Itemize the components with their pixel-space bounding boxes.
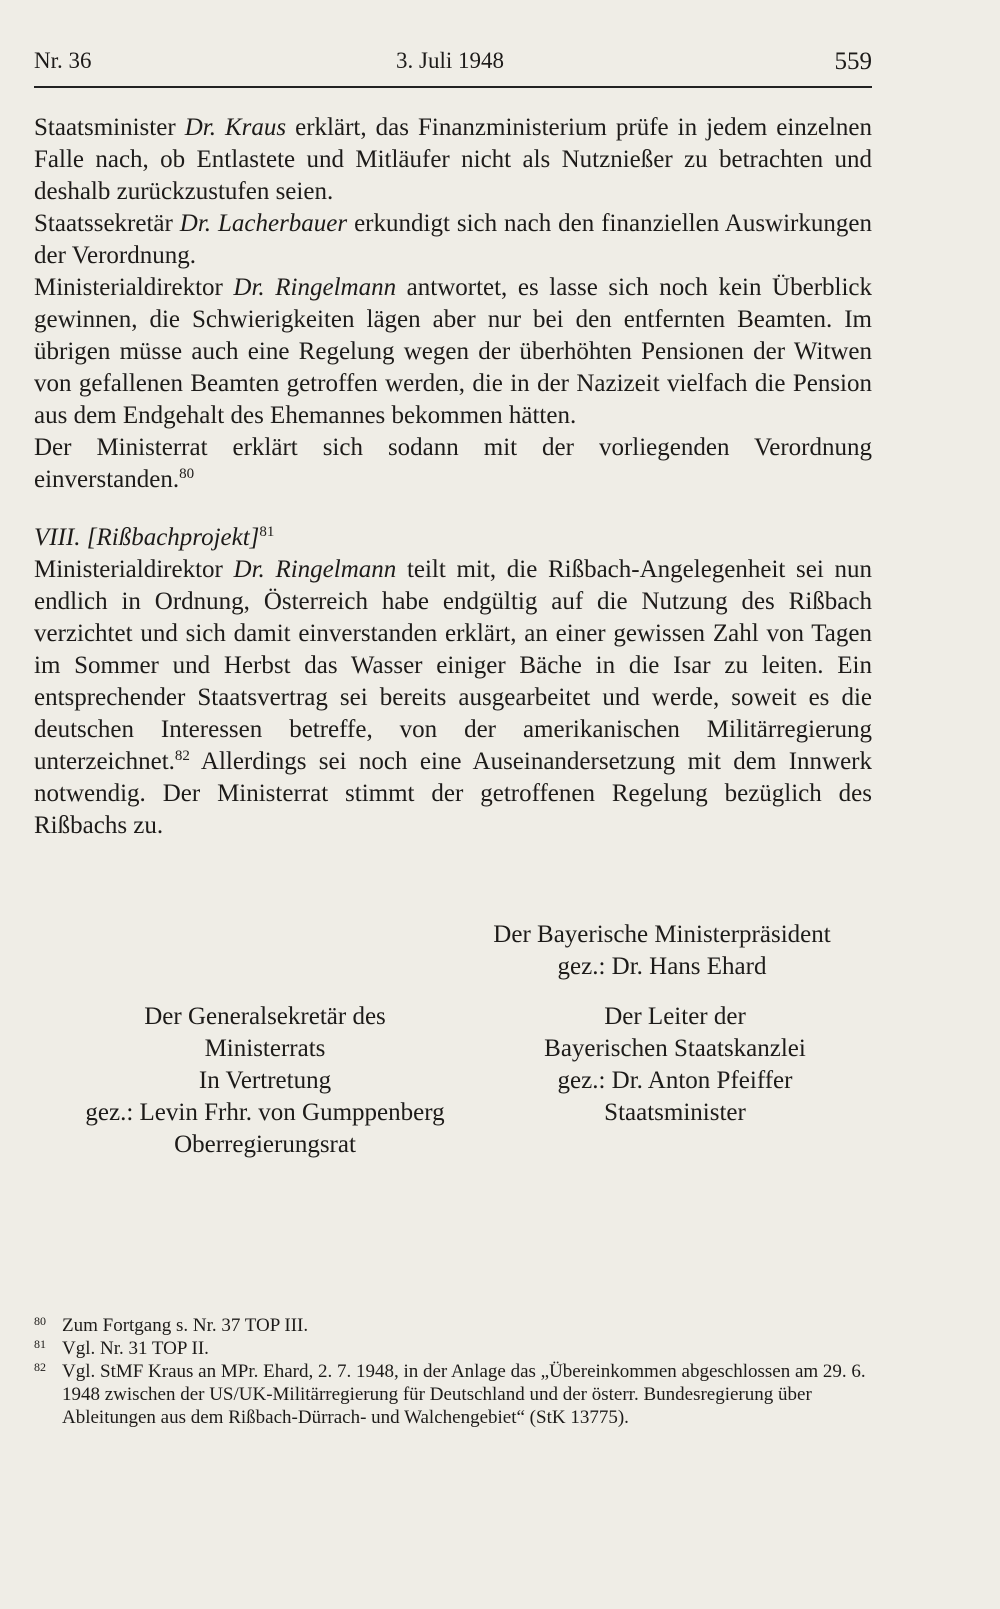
paragraph-ringelmann-answer xyxy=(34,272,872,432)
signature-chancellery-head xyxy=(500,1001,850,1129)
footnote xyxy=(34,1314,872,1337)
footnote-ref: 81 xyxy=(259,524,275,540)
footnote-number: 80 xyxy=(34,1314,46,1328)
paragraph-text: Allerdings sei noch eine Auseinandersetzung mit dem Innwerk notwendig. Der Ministerrat stimmt der getroffenen Regelung bezüglich des Rißbachs zu. xyxy=(34,748,872,839)
signature-line: In Vertretung xyxy=(198,1067,332,1094)
signature-line: Staatsminister xyxy=(604,1099,746,1126)
speaker-name: Dr. Ringelmann xyxy=(233,556,397,583)
footnote-number: 81 xyxy=(34,1337,46,1351)
page-number: 559 xyxy=(834,48,872,75)
footnote-text: Zum Fortgang s. Nr. 37 TOP III. xyxy=(62,1315,309,1336)
header-date: 3. Juli 1948 xyxy=(396,48,504,73)
paragraph-text: erkundigt sich nach den finanziellen Auswirkungen der Verordnung. xyxy=(34,210,872,269)
paragraph-text: erklärt, das Finanzministerium prüfe in jedem einzelnen Falle nach, ob Entlastete und Mitläufer nicht als Nutznießer zu betrachten und deshalb zurückzustufen seien. xyxy=(34,114,872,205)
paragraph-text: Der Ministerrat erklärt sich sodann mit der vorliegenden Verordnung einverstanden. xyxy=(34,434,872,493)
section-title: [Rißbachprojekt] xyxy=(86,524,260,551)
paragraph-kraus xyxy=(34,112,872,208)
signature-line: gez.: Dr. Hans Ehard xyxy=(557,953,767,980)
footnote-ref: 82 xyxy=(174,748,190,764)
footnote xyxy=(34,1337,872,1360)
signature-line: Oberregierungsrat xyxy=(174,1131,356,1158)
paragraph-lacherbauer xyxy=(34,208,872,272)
signature-minister-president xyxy=(462,919,862,983)
paragraph-text: teilt mit, die Rißbach-Angelegenheit sei nun endlich in Ordnung, Österreich habe endgültig auf die Nutzung des Rißbach verzichtet und sich damit einverstanden erklärt, an einer gewissen Zahl von Tagen im Sommer und Herbst das Wasser einiger Bäche in die Isar zu leiten. Ein entsprechender Staatsvertrag sei bereits ausgearbeitet und werde, soweit es die deutschen Interessen betreffe, von der amerikanischen Militärregierung unterzeichnet. xyxy=(34,556,872,775)
header-rule xyxy=(34,86,872,88)
signature-line: Der Generalsekretär des xyxy=(144,1003,386,1030)
section-heading xyxy=(34,522,872,554)
signature-line: gez.: Dr. Anton Pfeiffer xyxy=(557,1067,793,1094)
footnote-text: Vgl. Nr. 31 TOP II. xyxy=(62,1338,209,1359)
signature-line: gez.: Levin Frhr. von Gumppenberg xyxy=(85,1099,445,1126)
speaker-title: Ministerialdirektor xyxy=(34,274,234,301)
footnote-text: Vgl. StMF Kraus an MPr. Ehard, 2. 7. 1948, in der Anlage das „Übereinkommen abgeschlossen am 29. 6. 1948 zwischen der US/UK-Militärregierung für Deutschland und der österr. Bundesregierung über Ableitungen aus dem Rißbach-Dürrach- und Walchengebiet“ (StK 13775). xyxy=(62,1361,866,1428)
footnotes xyxy=(34,1314,872,1429)
speaker-title: Staatssekretär xyxy=(34,210,180,237)
speaker-title: Ministerialdirektor xyxy=(34,556,234,583)
issue-number: Nr. 36 xyxy=(34,48,92,73)
speaker-name: Dr. Kraus xyxy=(184,114,287,141)
speaker-title: Staatsminister xyxy=(34,114,185,141)
footnote xyxy=(34,1360,872,1429)
footnote-number: 82 xyxy=(34,1360,46,1374)
signature-line: Bayerischen Staatskanzlei xyxy=(544,1035,806,1062)
body-text xyxy=(34,112,872,842)
signature-line: Der Bayerische Ministerpräsident xyxy=(493,921,831,948)
signature-general-secretary xyxy=(80,1001,450,1161)
signature-line: Der Leiter der xyxy=(604,1003,746,1030)
speaker-name: Dr. Lacherbauer xyxy=(179,210,348,237)
page-header xyxy=(34,48,872,88)
section-number: VIII. xyxy=(34,524,87,551)
paragraph-rissbach xyxy=(34,554,872,842)
footnote-ref: 80 xyxy=(179,466,195,482)
signature-line: Ministerrats xyxy=(204,1035,326,1062)
speaker-name: Dr. Ringelmann xyxy=(233,274,397,301)
paragraph-council-agrees xyxy=(34,432,872,496)
paragraph-text: antwortet, es lasse sich noch kein Überblick gewinnen, die Schwierigkeiten lägen aber nur bei den entfernten Beamten. Im übrigen müsse auch eine Regelung wegen der überhöhten Pensionen der Witwen von gefallenen Beamten getroffen werden, die in der Nazizeit vielfach die Pension aus dem Endgehalt des Ehemannes bekommen hätten. xyxy=(34,274,873,429)
